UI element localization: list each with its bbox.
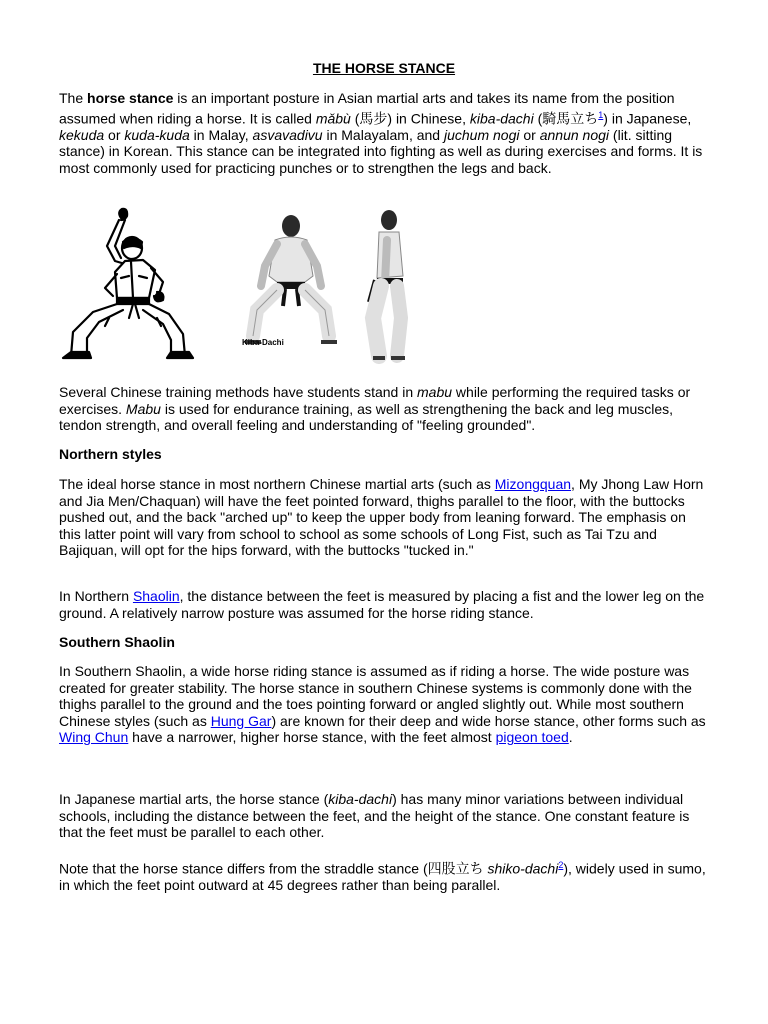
intro-term-kekuda: kekuda bbox=[59, 126, 105, 143]
intro-term-mabu: mǎbù bbox=[315, 110, 351, 127]
training-term-mabu-2: Mabu bbox=[125, 400, 161, 417]
intro-text-9: or bbox=[519, 126, 540, 143]
intro-text-8: in Malayalam, and bbox=[322, 126, 444, 143]
intro-text-7: in Malay, bbox=[189, 126, 253, 143]
training-text-1: Several Chinese training methods have students stand in bbox=[59, 384, 417, 400]
southern-text-2: ) are known for their deep and wide horse stance, other forms such as bbox=[271, 712, 706, 729]
northern-p2-text-1: In Northern bbox=[59, 588, 133, 604]
link-shaolin[interactable]: Shaolin bbox=[132, 588, 180, 604]
southern-paragraph bbox=[59, 663, 709, 746]
intro-term-annun-nogi: annun nogi bbox=[539, 126, 610, 143]
southern-text-1: In Southern Shaolin, a wide horse riding stance is assumed as if riding a horse. The wide posture was created for greater stability. The horse stance in southern Chinese systems is commonly done with the thighs parallel to the ground and the toes pointing forward or angled slightly out. While most southern Chinese styles (such as bbox=[59, 663, 692, 729]
intro-text-2: is an important posture in Asian martial arts and takes its name from the position assumed when riding a horse. It is called bbox=[59, 90, 675, 127]
figures-row bbox=[59, 206, 709, 366]
intro-bold-term: horse stance bbox=[87, 90, 174, 106]
southern-text-3: have a narrower, higher horse stance, with the feet almost bbox=[128, 729, 496, 746]
intro-text-5: ) in Japanese, bbox=[603, 110, 692, 127]
intro-text-10: (lit. sitting stance) in Korean. This stance can be integrated into fighting as well as during exercises and forms. It is most commonly used for practicing punches or to strengthen the legs and back. bbox=[59, 126, 703, 177]
figure-caption: Kiba-Dachi bbox=[242, 338, 284, 347]
japanese-paragraph bbox=[59, 791, 709, 841]
training-text-2: while performing the required tasks or exercises. bbox=[59, 384, 691, 417]
heading-northern-styles: Northern styles bbox=[59, 446, 162, 462]
link-wing-chun[interactable]: Wing Chun bbox=[59, 729, 129, 746]
intro-term-kuda-kuda: kuda-kuda bbox=[124, 126, 190, 143]
training-term-mabu: mabu bbox=[417, 384, 453, 400]
northern-paragraph-1 bbox=[59, 476, 709, 559]
link-mizongquan[interactable]: Mizongquan bbox=[494, 476, 572, 492]
link-pigeon-toed[interactable]: pigeon toed bbox=[495, 729, 569, 746]
northern-text-2: , My Jhong Law Horn and Jia Men/Chaquan) will have the feet pointed forward, thighs parallel to the floor, with the buttocks pushed out, and the back "arched up" to keep the upper body from leaning forward. The emphasis on this latter point will vary from school to school as some schools of Long Fist, such as Tai Tzu and Bajiquan, will opt for the hips forward, with the buttocks "tucked in." bbox=[59, 476, 704, 559]
northern-paragraph-2 bbox=[59, 588, 709, 621]
japanese-text-1: In Japanese martial arts, the horse stance ( bbox=[59, 791, 329, 807]
link-hung-gar[interactable]: Hung Gar bbox=[210, 712, 272, 729]
note-term-shiko-dachi: shiko-dachi bbox=[487, 860, 559, 877]
intro-text-3: (馬步) in Chinese, bbox=[350, 110, 470, 127]
intro-text-4: (騎馬立ち bbox=[533, 110, 599, 127]
footnote-ref-2[interactable]: 2 bbox=[558, 860, 564, 870]
intro-text-1: The bbox=[59, 90, 88, 106]
northern-p2-text-2: , the distance between the feet is measured by placing a fist and the lower leg on the ground. A relatively narrow posture was assumed for the horse riding stance. bbox=[59, 588, 705, 621]
intro-term-juchum-nogi: juchum nogi bbox=[444, 126, 520, 143]
intro-text-6: or bbox=[104, 126, 125, 143]
page-title: THE HORSE STANCE bbox=[312, 60, 456, 76]
footnote-ref-1[interactable]: 1 bbox=[598, 109, 604, 120]
southern-text-4: . bbox=[568, 729, 573, 746]
kung-fu-horse-stance-illustration bbox=[59, 206, 195, 364]
intro-term-kiba-dachi: kiba-dachi bbox=[469, 110, 534, 127]
note-text-1: Note that the horse stance differs from the straddle stance (四股立ち bbox=[59, 860, 488, 877]
intro-term-asvavadivu: asvavadivu bbox=[252, 126, 323, 143]
intro-paragraph bbox=[59, 90, 709, 177]
training-paragraph bbox=[59, 384, 709, 434]
note-paragraph bbox=[59, 857, 709, 894]
heading-southern-shaolin: Southern Shaolin bbox=[59, 634, 175, 650]
training-text-3: is used for endurance training, as well as strengthening the back and leg muscles, tendon strength, and overall feeling and understanding of "feeling grounded". bbox=[59, 400, 674, 434]
japanese-term-kiba-dachi: kiba-dachi bbox=[328, 791, 393, 807]
japanese-text-2: ) has many minor variations between individual schools, including the distance between the feet, and the height of the stance. One constant feature is that the feet must be parallel to each other. bbox=[59, 791, 690, 841]
northern-text-1: The ideal horse stance in most northern Chinese martial arts (such as bbox=[59, 476, 495, 492]
note-text-2: ), widely used in sumo, in which the feet point outward at 45 degrees rather than being parallel. bbox=[59, 860, 706, 894]
